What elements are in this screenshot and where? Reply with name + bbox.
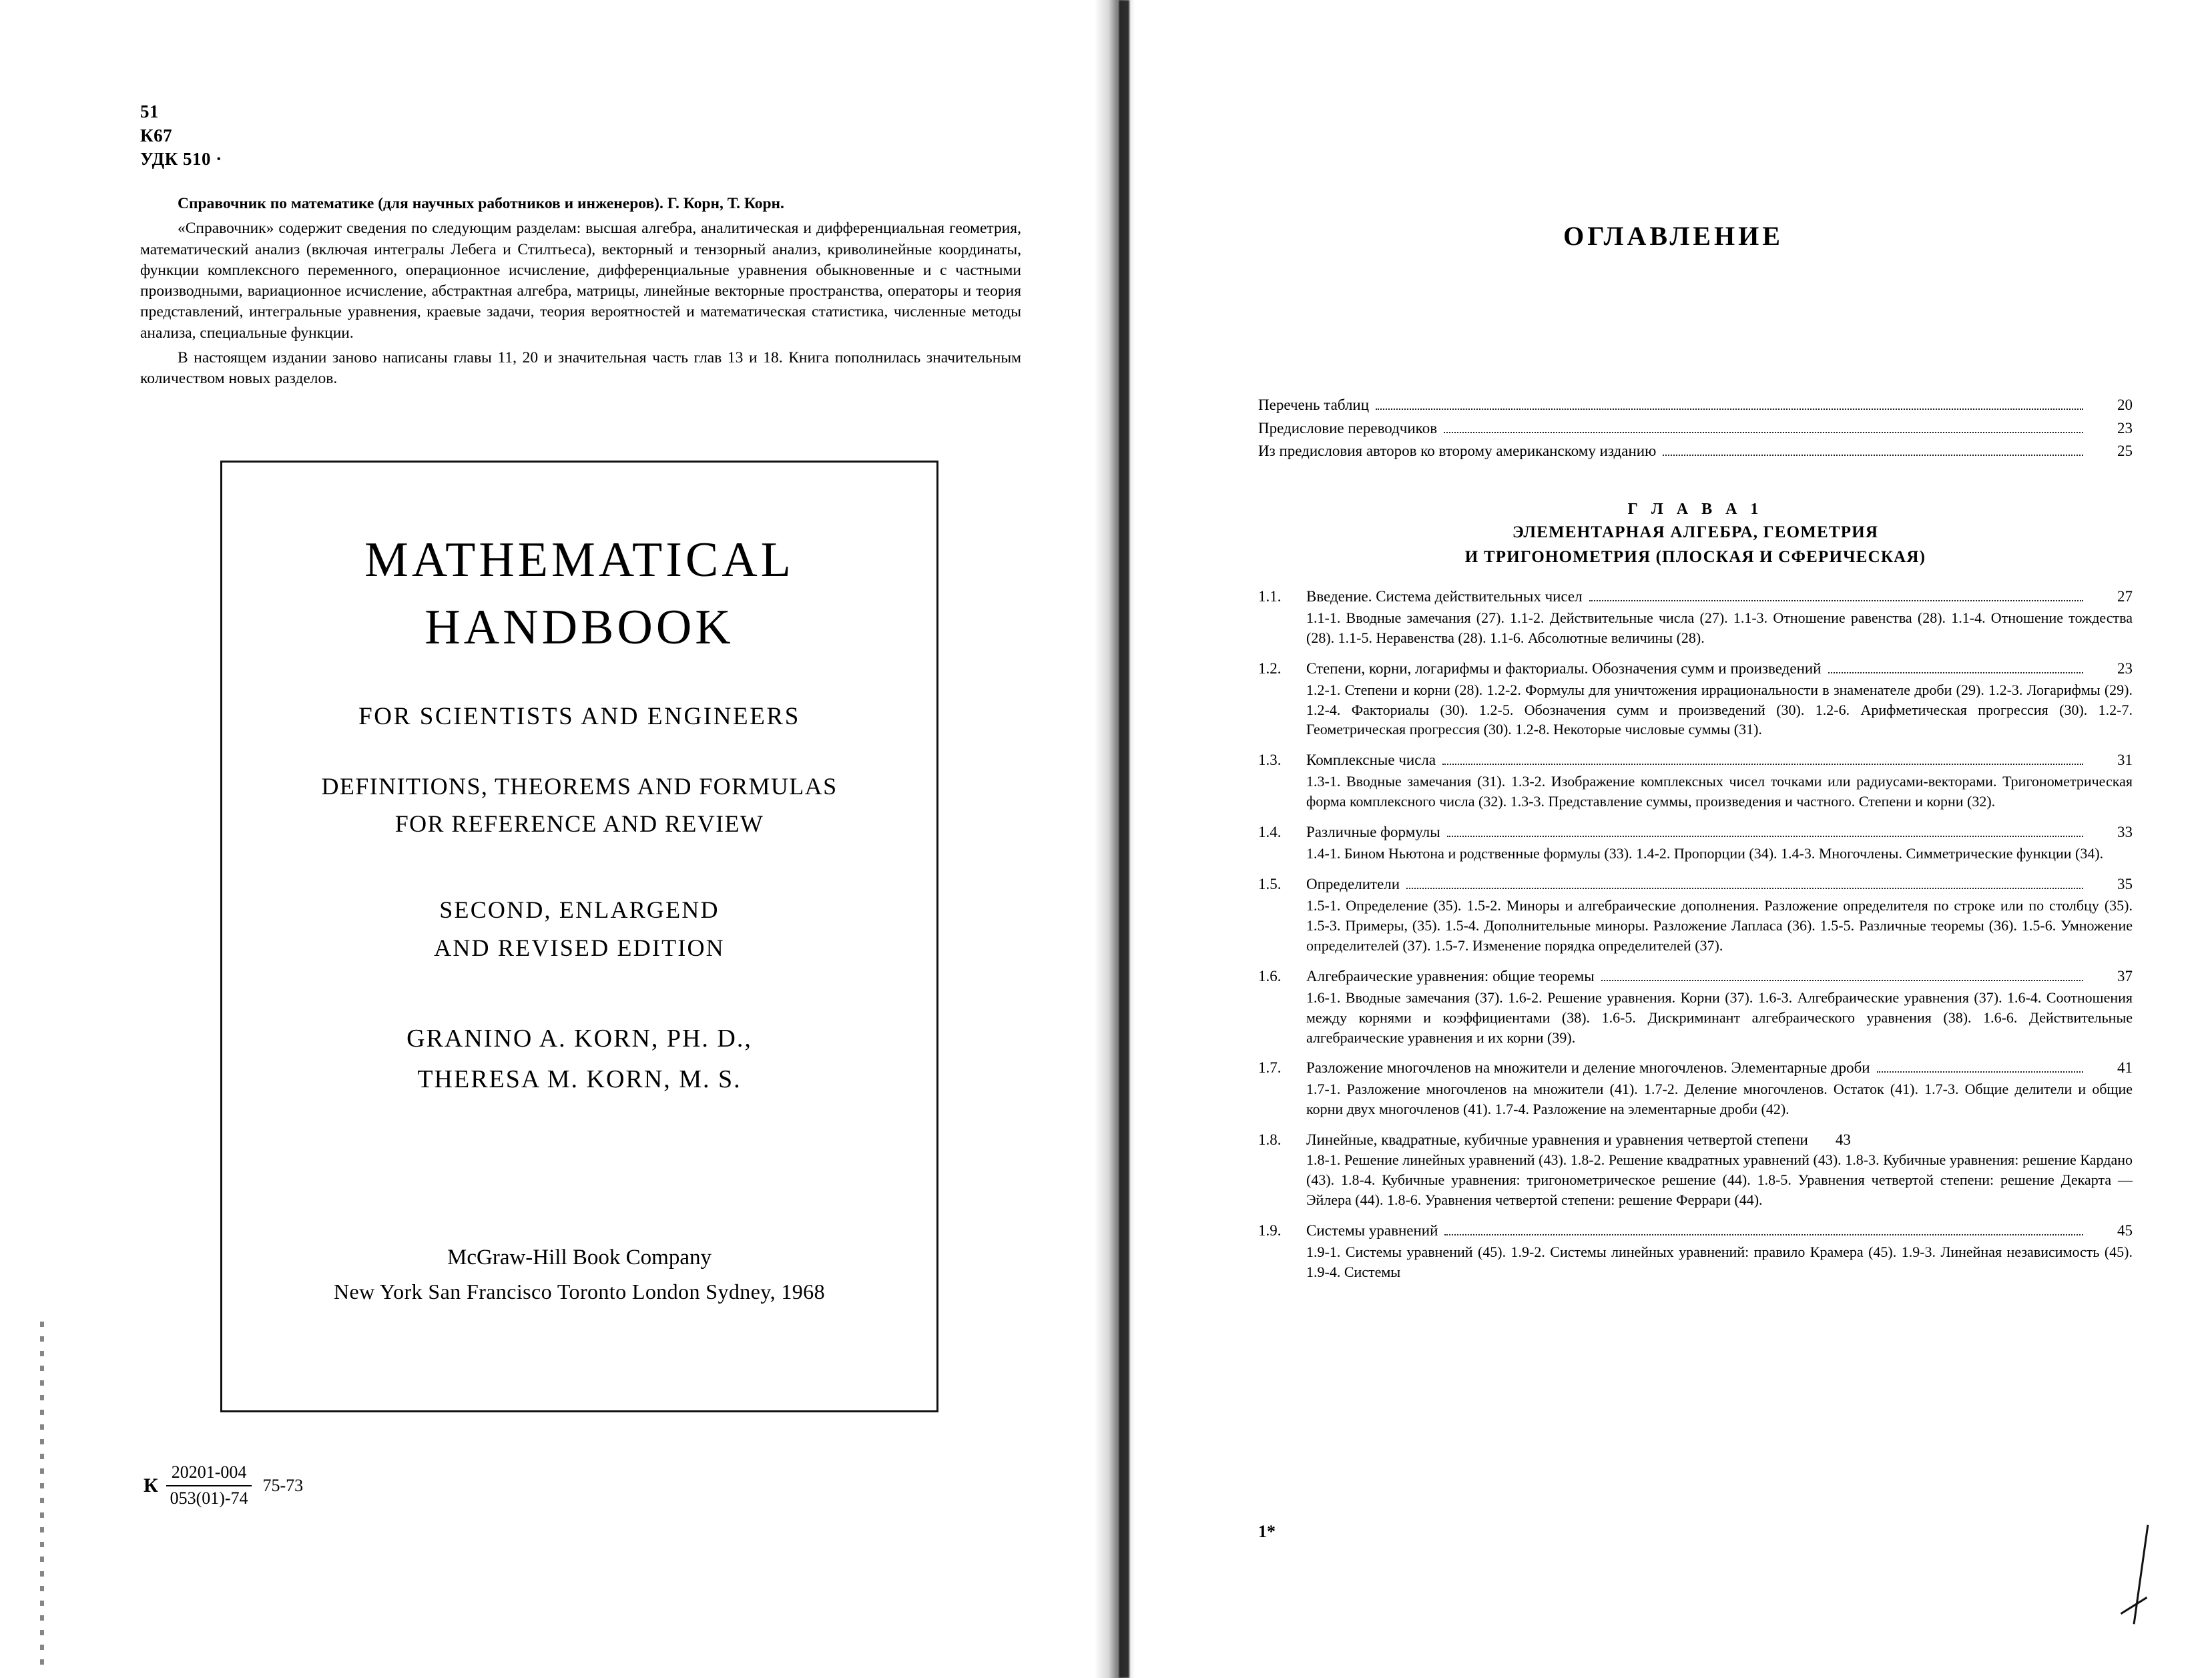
book-edition-line-2: AND REVISED EDITION xyxy=(434,934,725,962)
front-matter-list xyxy=(1258,394,2133,463)
annotation-block xyxy=(140,194,1021,389)
imprint-letter: К xyxy=(144,1474,158,1496)
toc-entry xyxy=(1258,588,2133,648)
leader-dots xyxy=(1444,1233,2083,1235)
leader-dots xyxy=(1444,431,2083,433)
toc-entry-number: 1.7. xyxy=(1258,1059,1282,1077)
leader-dots xyxy=(1663,454,2083,456)
toc-entry-main xyxy=(1258,752,2133,770)
title-card-inner xyxy=(222,463,936,1310)
book-authors xyxy=(222,1019,936,1100)
toc-entry-title: Введение. Система действительных чисел xyxy=(1306,587,1583,605)
toc-entry xyxy=(1258,1131,2133,1210)
toc-entry-page: 31 xyxy=(2117,752,2133,769)
toc-entry-number: 1.6. xyxy=(1258,967,1282,985)
library-code-1: К67 xyxy=(140,125,173,146)
toc-entry-title: Системы уравнений xyxy=(1306,1222,1438,1239)
toc-entry-subitems: 1.3-1. Вводные замечания (31). 1.3-2. Изображение комплексных чисел точками или радиусами-векторами. Тригонометрическая форма комплексного числа (32). 1.3-3. Представление суммы, произведения и частного. Степени и корни (32). xyxy=(1306,773,2133,810)
chapter-heading-line-3: И ТРИГОНОМЕТРИЯ (ПЛОСКАЯ И СФЕРИЧЕСКАЯ) xyxy=(1464,547,1926,566)
toc-entry-subitems: 1.1-1. Вводные замечания (27). 1.1-2. Действительные числа (27). 1.1-3. Отношение равенства (28). 1.1-4. Отношение тождества (28). 1.1-5. Неравенства (28). 1.1-6. Абсолютные величины (28). xyxy=(1306,609,2133,646)
toc-entry-number: 1.4. xyxy=(1258,824,1282,841)
toc-entry-main xyxy=(1258,588,2133,607)
front-matter-label: Перечень таблиц xyxy=(1258,396,1370,413)
toc-entry-number: 1.3. xyxy=(1258,752,1282,769)
toc-entry-number: 1.1. xyxy=(1258,587,1282,605)
toc-entry-main xyxy=(1258,824,2133,842)
book-subtitle-scope-line-1: DEFINITIONS, THEOREMS AND FORMULAS xyxy=(321,773,838,800)
toc-entry-subitems: 1.7-1. Разложение многочленов на множители (41). 1.7-2. Деление многочленов. Остаток (41). 1.7-3. Общие делители и общие корни двух многочленов (41). 1.7-4. Разложение на элементарные дроби (42). xyxy=(1306,1081,2133,1118)
toc-entry-subitems: 1.5-1. Определение (35). 1.5-2. Миноры и алгебраические дополнения. Разложение определителя по строке или по столбцу (35). 1.5-3. Примеры, (35). 1.5-4. Дополнительные миноры. Разложение Лапласа (36). 1.5-5. Различные теоремы (36). 1.5-6. Умножение определителей (37). 1.5-7. Изменение порядка определителей (37). xyxy=(1306,897,2133,954)
toc-entry-page: 23 xyxy=(2117,659,2133,677)
annotation-paragraph-3: В настоящем издании заново написаны главы 11, 20 и значительная часть глав 13 и 18. Книга пополнилась значительным количеством новых разделов. xyxy=(140,348,1021,387)
toc-entry-main xyxy=(1258,1131,2133,1149)
leader-dots xyxy=(1828,671,2084,673)
toc-entry-main xyxy=(1258,968,2133,987)
book-edition-line-1: SECOND, ENLARGEND xyxy=(439,896,720,923)
imprint-denominator: 053(01)-74 xyxy=(170,1488,248,1508)
toc-entry-main xyxy=(1258,660,2133,679)
toc-entry xyxy=(1258,968,2133,1048)
library-code-0: 51 xyxy=(140,101,159,121)
front-matter-label: Предисловие переводчиков xyxy=(1258,419,1438,437)
toc-entry-page: 43 xyxy=(1835,1131,1851,1149)
imprint-fraction xyxy=(166,1462,252,1509)
toc-entry-main xyxy=(1258,1059,2133,1078)
toc-entry-page: 41 xyxy=(2117,1059,2133,1077)
leader-dots xyxy=(1877,1071,2083,1073)
library-codes xyxy=(140,100,222,172)
toc-entry-number: 1.8. xyxy=(1258,1131,1282,1149)
book-publisher-cities: New York San Francisco Toronto London Sydney, 1968 xyxy=(334,1280,825,1304)
front-matter-row xyxy=(1258,440,2133,463)
book-author-2: THERESA M. KORN, M. S. xyxy=(417,1065,742,1093)
book-subtitle-audience: FOR SCIENTISTS AND ENGINEERS xyxy=(358,703,800,731)
toc-entry xyxy=(1258,660,2133,740)
toc-entry-title: Различные формулы xyxy=(1306,824,1440,841)
book-publisher-block xyxy=(222,1240,936,1310)
toc-entry xyxy=(1258,1059,2133,1119)
book-publisher: McGraw-Hill Book Company xyxy=(447,1245,712,1270)
book-title-line-1: MATHEMATICAL xyxy=(364,533,794,587)
toc-entry-main xyxy=(1258,876,2133,894)
book-edition xyxy=(222,891,936,968)
toc-entry-page: 33 xyxy=(2117,824,2133,841)
toc-entry-title: Степени, корни, логарифмы и факториалы. Обозначения сумм и произведений xyxy=(1306,659,1822,677)
book-title-line-2: HANDBOOK xyxy=(425,599,734,655)
right-page xyxy=(1135,0,2212,1678)
toc-entry xyxy=(1258,824,2133,864)
toc-entry-row xyxy=(1258,1059,2133,1078)
front-matter-page: 25 xyxy=(2117,443,2133,459)
book-subtitle-scope xyxy=(222,768,936,843)
front-matter-page: 20 xyxy=(2117,396,2133,413)
imprint-numerator: 20201-004 xyxy=(166,1462,252,1486)
leader-dots xyxy=(1406,887,2083,889)
chapter-heading-line-2: ЭЛЕМЕНТАРНАЯ АЛГЕБРА, ГЕОМЕТРИЯ xyxy=(1512,523,1879,542)
front-matter-label: Из предисловия авторов ко второму американскому изданию xyxy=(1258,443,1657,459)
library-code-2: УДК 510 · xyxy=(140,149,222,170)
toc-entry-subitems: 1.6-1. Вводные замечания (37). 1.6-2. Решение уравнения. Корни (37). 1.6-3. Алгебраические уравнения (37). 1.6-4. Соотношения между корнями и коэффициентами (38). 1.6-5. Дискриминант алгебраического уравнения (38). 1.6-6. Действительные алгебраические уравнения и их корни (39). xyxy=(1306,989,2133,1046)
toc-entry-number: 1.9. xyxy=(1258,1222,1282,1239)
toc-entry-title: Алгебраические уравнения: общие теоремы xyxy=(1306,967,1595,985)
toc-entry xyxy=(1258,876,2133,956)
toc-entry-title: Комплексные числа xyxy=(1306,752,1436,769)
scan-edge-artifact xyxy=(40,1322,44,1669)
leader-dots xyxy=(1442,763,2083,765)
chapter-heading xyxy=(1258,498,2133,569)
toc-entry-title: Линейные, квадратные, кубичные уравнения и уравнения четвертой степени xyxy=(1306,1131,1808,1149)
toc-title: ОГЛАВЛЕНИЕ xyxy=(1563,221,1783,251)
toc-entry-subitems: 1.4-1. Бином Ньютона и родственные формулы (33). 1.4-2. Пропорции (34). 1.4-3. Многочлены. Симметрические функции (34). xyxy=(1306,845,2104,862)
imprint-code xyxy=(144,1462,303,1509)
chapter-heading-line-1: Г Л А В А 1 xyxy=(1627,500,1763,518)
leader-dots xyxy=(1447,835,2083,837)
annotation-paragraph-1 xyxy=(140,194,1021,214)
toc-body xyxy=(1258,394,2133,1294)
toc-entry-number: 1.2. xyxy=(1258,659,1282,677)
title-card xyxy=(220,461,938,1412)
toc-entry-subitems: 1.2-1. Степени и корни (28). 1.2-2. Формулы для уничтожения иррациональности в знаменателе дроби (29). 1.2-3. Логарифмы (29). 1.2-4. Факториалы (30). 1.2-5. Обозначения сумм и произведений (30). 1.2-6. Арифметическая прогрессия (30). 1.2-7. Геометрическая прогрессия (30). 1.2-8. Некоторые числовые суммы (31). xyxy=(1306,681,2133,738)
toc-entry-title: Разложение многочленов на множители и деление многочленов. Элементарные дроби xyxy=(1306,1059,1870,1077)
toc-entry-subitems: 1.8-1. Решение линейных уравнений (43). 1.8-2. Решение квадратных уравнений (43). 1.8-3. Кубичные уравнения: решение Кардано (43). 1.8-4. Кубичные уравнения: тригонометрическое решение (44). 1.8-5. Уравнения четвертой степени: решение Декарта — Эйлера (44). 1.8-6. Уравнения четвертой степени: решение Феррари (44). xyxy=(1306,1151,2133,1209)
front-matter-row xyxy=(1258,417,2133,441)
imprint-tail: 75-73 xyxy=(262,1475,304,1495)
toc-entry-page: 37 xyxy=(2117,967,2133,985)
toc-entry-subitems: 1.9-1. Системы уравнений (45). 1.9-2. Системы линейных уравнений: правило Крамера (45). 1.9-3. Линейная независимость (45). 1.9-4. Системы xyxy=(1306,1243,2133,1280)
book-spine-shadow xyxy=(1119,0,1129,1678)
book-subtitle-scope-line-2: FOR REFERENCE AND REVIEW xyxy=(394,810,764,838)
toc-entry-row xyxy=(1258,660,2133,679)
annotation-bold-lead: Справочник по математике (для научных работников и инженеров). Г. Корн, Т. Корн. xyxy=(178,195,784,212)
page-edge-mark xyxy=(2113,1524,2173,1638)
toc-entry xyxy=(1258,752,2133,812)
toc-entry-number: 1.5. xyxy=(1258,876,1282,893)
toc-entry-title: Определители xyxy=(1306,876,1400,893)
toc-entry-page: 45 xyxy=(2117,1222,2133,1239)
front-matter-page: 23 xyxy=(2117,419,2133,437)
book-author-1: GRANINO A. KORN, PH. D., xyxy=(406,1025,752,1053)
signature-mark: 1* xyxy=(1258,1522,1276,1541)
leader-dots xyxy=(1589,599,2083,601)
annotation-paragraph-2: «Справочник» содержит сведения по следующим разделам: высшая алгебра, аналитическая и дифференциальная геометрия, математический анализ (включая интегралы Лебега и Стилтьеса), векторный и тензорный анализ, криволинейные координаты, функции комплексного переменного, операционное исчисление, дифференциальные уравнения обыкновенные и с частными производными, вариационное исчисление, абстрактная алгебра, матрицы, линейные векторные пространства, операторы и теория представлений, интегральные уравнения, краевые задачи, теория вероятностей и математическая статистика, численные методы анализа, специальные функции. xyxy=(140,220,1021,342)
leader-dots xyxy=(1601,979,2083,981)
toc-entry xyxy=(1258,1222,2133,1282)
toc-entry-main xyxy=(1258,1222,2133,1241)
front-matter-row xyxy=(1258,394,2133,417)
toc-entry-page: 35 xyxy=(2117,876,2133,893)
toc-entry-page: 27 xyxy=(2117,587,2133,605)
leader-dots xyxy=(1376,408,2083,410)
